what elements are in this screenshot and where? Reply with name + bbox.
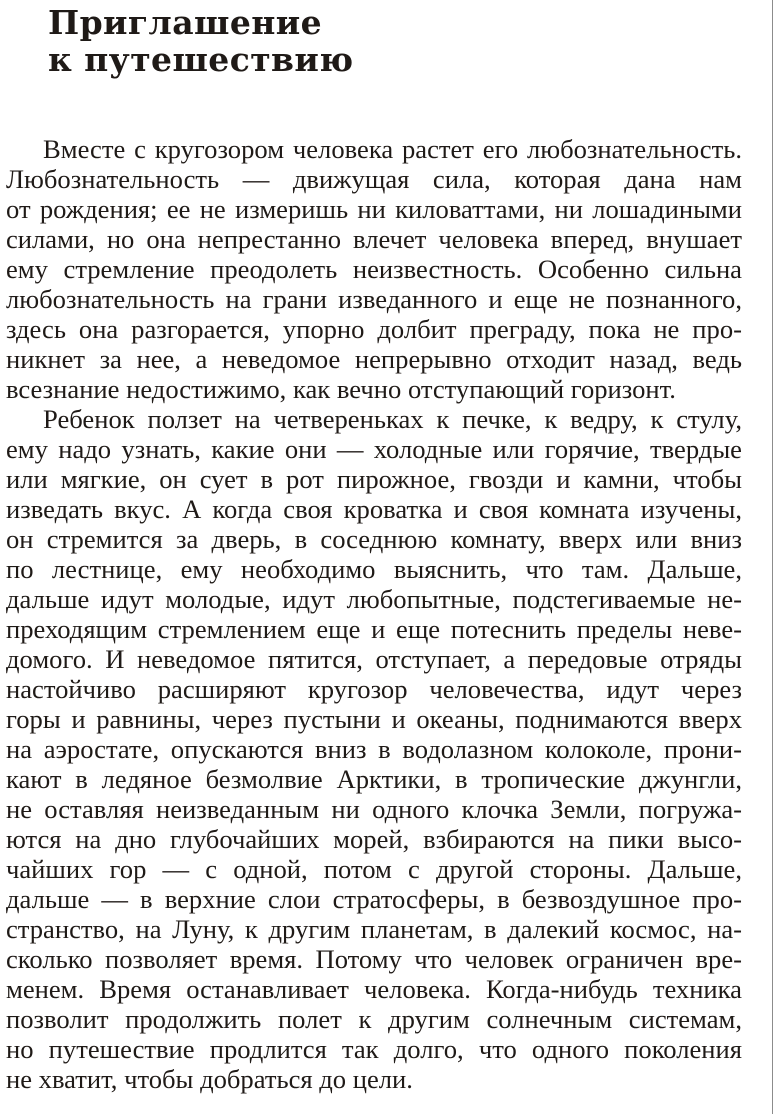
text-line: не хватит, чтобы добраться до цели.	[6, 1064, 413, 1094]
text-line: дальше идут молодые, идут любопытные, подстегиваемые не-	[6, 584, 742, 614]
text-line: менем. Время останавливает человека. Когда-нибудь техника	[6, 974, 742, 1004]
paragraph	[6, 134, 742, 404]
text-line: Ребенок ползет на четвереньках к печке, к ведру, к стулу,	[43, 404, 742, 434]
text-line: изведать вкус. А когда своя кроватка и своя комната изучены,	[6, 494, 742, 524]
text-line: не оставляя неизведанным ни одного клочка Земли, погружа-	[6, 794, 742, 824]
text-line: всезнание недостижимо, как вечно отступающий горизонт.	[6, 374, 676, 404]
text-line: Вместе с кругозором человека растет его любознательность.	[43, 134, 742, 164]
text-line: кают в ледяное безмолвие Арктики, в тропические джунгли,	[6, 764, 742, 794]
text-line: сколько позволяет время. Потому что человек ограничен вре-	[6, 944, 742, 974]
text-line: никнет за нее, а неведомое непрерывно отходит назад, ведь	[6, 344, 742, 374]
text-line: ются на дно глубочайших морей, взбираются на пики высо-	[6, 824, 742, 854]
text-line: от рождения; ее не измеришь ни киловаттами, ни лошадиными	[6, 194, 742, 224]
text-line: странство, на Луну, к другим планетам, в далекий космос, на-	[6, 914, 742, 944]
page-title	[48, 4, 354, 78]
text-line: домого. И неведомое пятится, отступает, а передовые отряды	[6, 644, 742, 674]
text-line: он стремится за дверь, в соседнюю комнату, вверх или вниз	[6, 524, 742, 554]
text-line: Любознательность — движущая сила, которая дана нам	[6, 164, 742, 194]
text-line: ему надо узнать, какие они — холодные или горячие, твердые	[6, 434, 742, 464]
text-line: ему стремление преодолеть неизвестность. Особенно сильна	[6, 254, 742, 284]
text-line: настойчиво расширяют кругозор человечества, идут через	[6, 674, 742, 704]
text-line: на аэростате, опускаются вниз в водолазном колоколе, прони-	[6, 734, 742, 764]
text-line: дальше — в верхние слои стратосферы, в безвоздушное про-	[6, 884, 742, 914]
text-line: силами, но она непрестанно влечет человека вперед, внушает	[6, 224, 742, 254]
paragraph	[6, 404, 742, 1094]
text-line: позволит продолжить полет к другим солнечным системам,	[6, 1004, 742, 1034]
text-line: преходящим стремлением еще и еще потеснить пределы неве-	[6, 614, 742, 644]
text-line: горы и равнины, через пустыни и океаны, поднимаются вверх	[6, 704, 742, 734]
text-line: чайших гор — с одной, потом с другой стороны. Дальше,	[6, 854, 742, 884]
text-line: по лестнице, ему необходимо выяснить, что там. Дальше,	[6, 554, 742, 584]
body-text	[6, 134, 742, 1094]
text-line: но путешествие продлится так долго, что одного поколения	[6, 1034, 742, 1064]
title-line-1: Приглашение	[48, 3, 323, 42]
text-line: или мягкие, он сует в рот пирожное, гвозди и камни, чтобы	[6, 464, 742, 494]
paragraphs	[6, 134, 742, 1094]
text-line: любознательность на грани изведанного и еще не познанного,	[6, 284, 742, 314]
text-line: здесь она разгорается, упорно долбит преграду, пока не про-	[6, 314, 742, 344]
title-line-2: к путешествию	[48, 40, 354, 79]
